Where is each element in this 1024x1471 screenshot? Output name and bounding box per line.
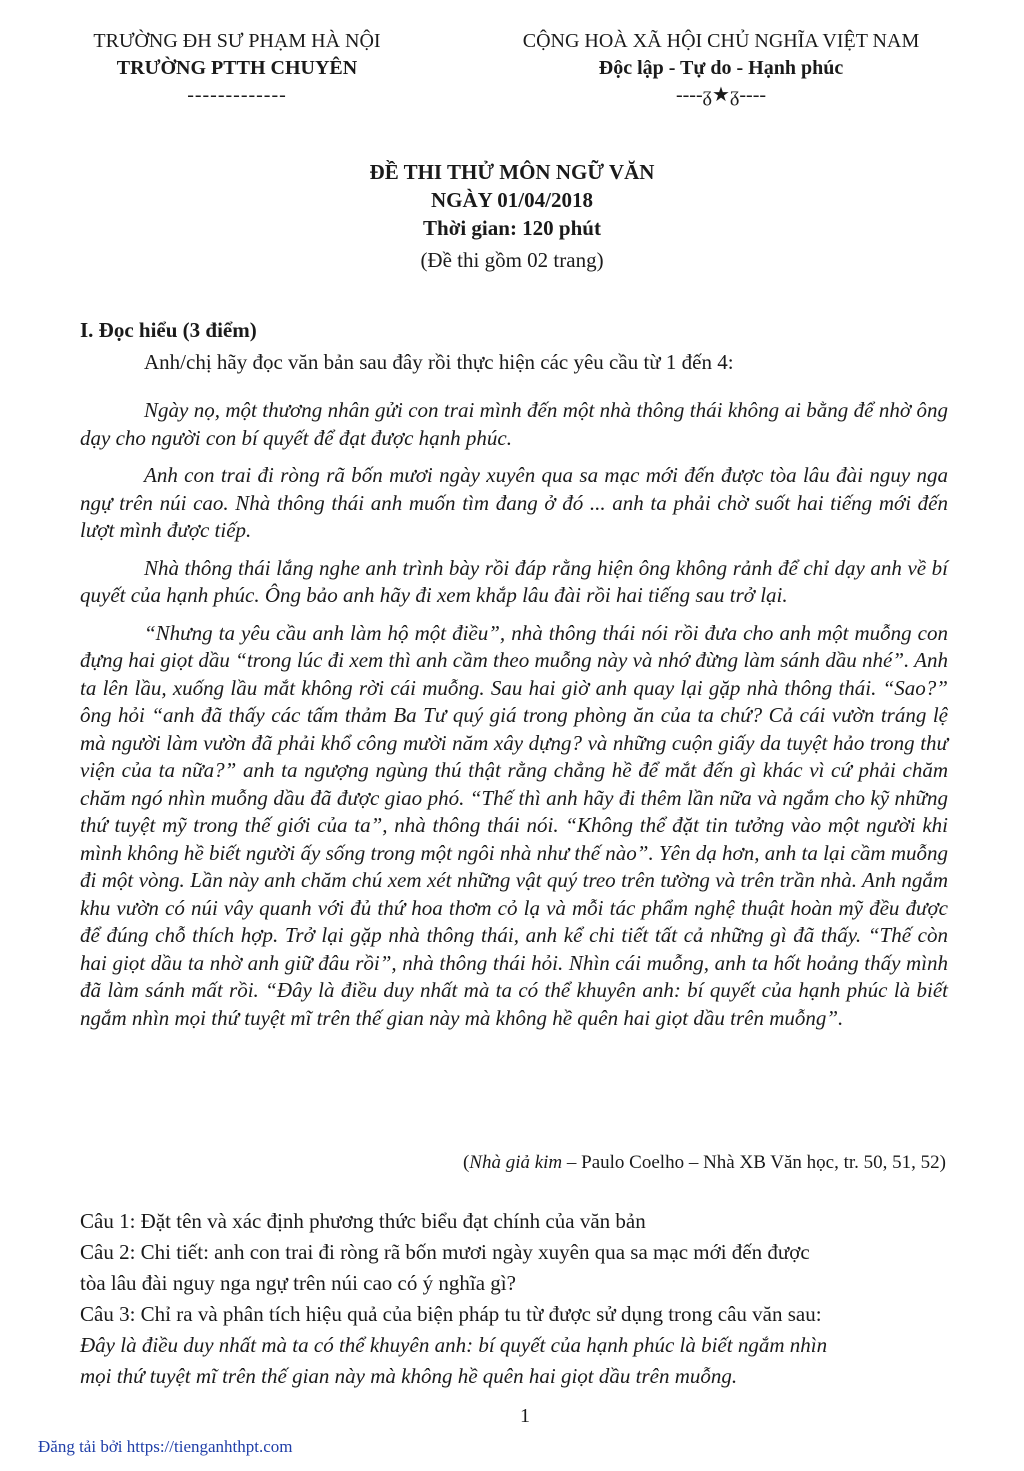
questions-list [80,1206,960,1392]
school-name: TRƯỜNG PTTH CHUYÊN [116,57,358,79]
country-name: CỘNG HOÀ XÃ HỘI CHỦ NGHĨA VIỆT NAM [522,30,920,52]
header-divider: ------------- [187,84,287,106]
exam-title: ĐỀ THI THỬ MÔN NGỮ VĂN [369,160,655,184]
question-2-line2: tòa lâu đài nguy nga ngự trên núi cao có ý nghĩa gì? [80,1271,516,1295]
reading-passage [80,397,948,1032]
motto-ornament: ----ᵹ★ᵹ---- [675,84,767,106]
citation-open: ( [462,1152,470,1173]
university-name: TRƯỜNG ĐH SƯ PHẠM HÀ NỘI [93,30,381,52]
section-instruction: Anh/chị hãy đọc văn bản sau đây rồi thực hiện các yêu cầu từ 1 đến 4: [144,350,734,374]
passage-paragraph: Nhà thông thái lắng nghe anh trình bày rồi đáp rằng hiện ông không rảnh để chỉ dạy anh về bí quyết của hạnh phúc. Ông bảo anh hãy đi xem khắp lâu đài rồi hai tiếng sau trở lại. [80,555,948,607]
national-header [492,28,950,109]
national-motto: Độc lập - Tự do - Hạnh phúc [598,57,844,79]
question-1: Câu 1: Đặt tên và xác định phương thức biểu đạt chính của văn bản [80,1209,646,1233]
citation-book: Nhà giả kim [469,1152,563,1173]
footer-source-link[interactable]: Đăng tải bởi https://tienganhthpt.com [38,1437,293,1456]
question-2-line1: Câu 2: Chi tiết: anh con trai đi ròng rã bốn mươi ngày xuyên qua sa mạc mới đến được [80,1240,810,1264]
exam-title-block [0,158,1024,274]
exam-date: NGÀY 01/04/2018 [431,188,593,212]
citation-source: – Paulo Coelho – Nhà XB Văn học, tr. 50, 51, 52) [562,1152,946,1173]
passage-paragraph: “Nhưng ta yêu cầu anh làm hộ một điều”, nhà thông thái nói rồi đưa cho anh một muỗng con đựng hai giọt dầu “trong lúc đi xem thì anh cầm theo muỗng này và nhớ đừng làm sánh dầu nhé”. Anh ta lên lầu, xuống lầu mắt không rời cái muỗng. Sau hai giờ anh quay lại gặp nhà thông thái. “Sao?” ông hỏi “anh đã thấy các tấm thảm Ba Tư quý giá trong phòng ăn của ta chứ? Cả cái vườn tráng lệ mà người làm vườn đã phải khổ công mười năm xây dựng? và những cuộn giấy da tuyệt hảo trong thư viện của ta nữa?” anh ta ngượng ngùng thú thật rằng chẳng hề để mắt đến gì khác vì cứ phải chăm chăm ngó nhìn muỗng dầu đã được giao phó. “Thế thì anh hãy đi thêm lần nữa và ngắm cho kỹ những thứ tuyệt mỹ trong thế giới của ta”, nhà thông thái nói. “Không thể đặt tin tưởng vào một người khi mình không hề biết người ấy sống trong một ngôi nhà như thế nào”. Yên dạ hơn, anh ta lại cầm muỗng đi một vòng. Lần này anh chăm chú xem xét những vật quý treo trên tường và trên trần nhà. Anh ngắm khu vườn có núi vây quanh với đủ thứ hoa thơm cỏ lạ và mỗi tác phẩm nghệ thuật hoàn mỹ đều được để đúng chỗ thích hợp. Trở lại gặp nhà thông thái, anh kể chi tiết tất cả những gì đã thấy. “Thế còn hai giọt dầu ta nhờ anh giữ đâu rồi”, nhà thông thái hỏi. Nhìn cái muỗng, anh ta hốt hoảng thấy mình đã làm sánh mất rồi. “Đây là điều duy nhất mà ta có thể khuyên anh: bí quyết của hạnh phúc là biết ngắm nhìn mọi thứ tuyệt mĩ trên thế gian này mà không hề quên hai giọt dầu trên muỗng”. [80,620,948,1030]
exam-page-count: (Đề thi gồm 02 trang) [420,248,604,272]
passage-paragraph: Anh con trai đi ròng rã bốn mươi ngày xuyên qua sa mạc mới đến được tòa lâu đài nguy nga ngự trên núi cao. Nhà thông thái anh muốn tìm đang ở đó ... anh ta phải chờ suốt hai tiếng mới đến lượt mình được tiếp. [80,463,948,542]
school-header [72,28,402,109]
question-3-quote-line1: Đây là điều duy nhất mà ta có thể khuyên anh: bí quyết của hạnh phúc là biết ngắm nhìn [80,1333,828,1357]
page-number: 1 [520,1405,530,1427]
question-3-quote-line2: mọi thứ tuyệt mĩ trên thế gian này mà không hề quên hai giọt dầu trên muỗng. [80,1364,738,1388]
passage-paragraph: Ngày nọ, một thương nhân gửi con trai mình đến một nhà thông thái không ai bằng để nhờ ông dạy cho người con bí quyết để đạt được hạnh phúc. [80,398,948,450]
exam-duration: Thời gian: 120 phút [423,216,601,240]
question-3-line1: Câu 3: Chỉ ra và phân tích hiệu quả của biện pháp tu từ được sử dụng trong câu văn sau: [80,1302,822,1326]
section-heading: I. Đọc hiểu (3 điểm) [80,318,257,342]
passage-citation [463,1152,946,1174]
